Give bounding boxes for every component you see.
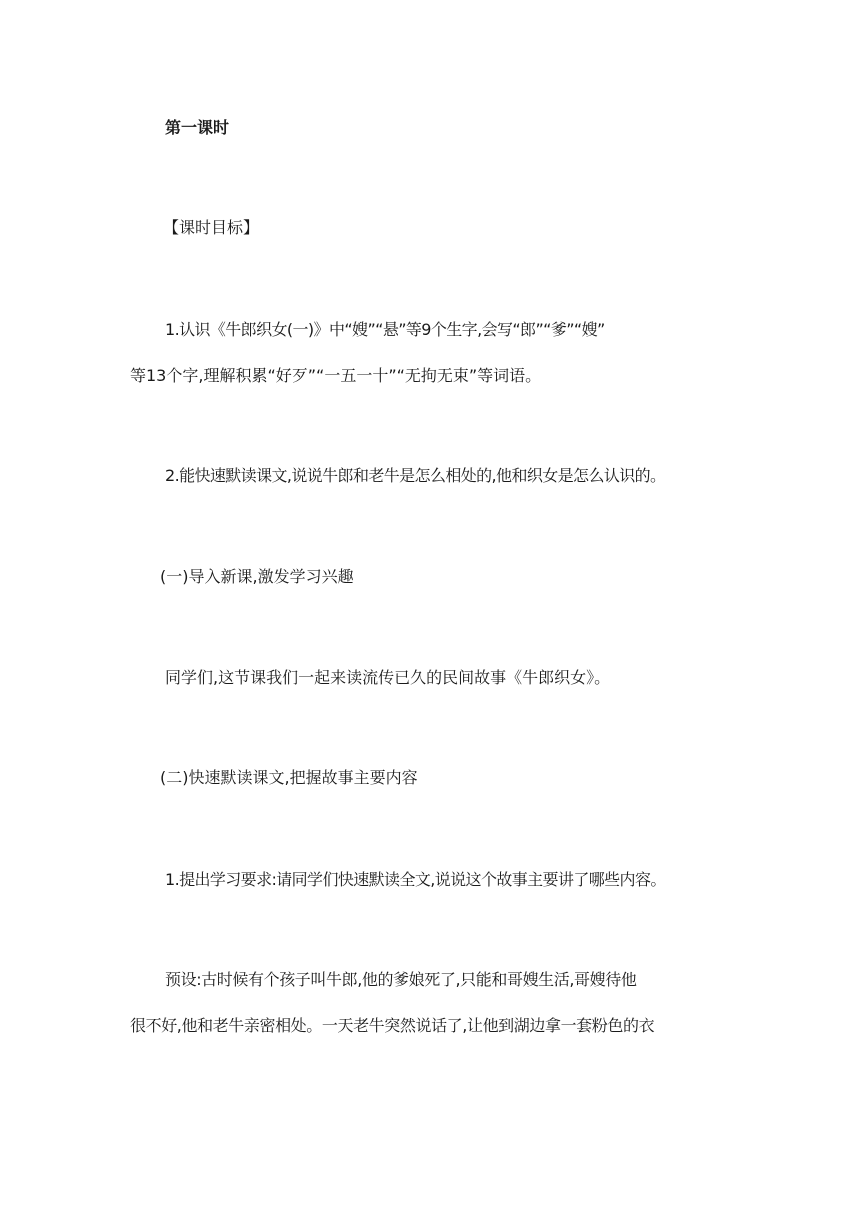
objectives-heading: 【课时目标】 — [163, 218, 260, 237]
section-1-heading: (一)导入新课,激发学习兴趣 — [160, 567, 354, 586]
preset-line-2: 很不好,他和老牛亲密相处。一天老牛突然说话了,让他到湖边拿一套粉色的衣 — [130, 1016, 655, 1035]
lesson-title: 第一课时 — [165, 118, 230, 137]
objective-1-line-2: 等13个字,理解积累“好歹”“一五一十”“无拘无束”等词语。 — [130, 366, 542, 385]
objective-1-line-1: 1.认识《牛郎织女(一)》中“嫂”“悬”等9个生字,会写“郎”“爹”“嫂” — [165, 320, 605, 339]
preset-line-1: 预设:古时候有个孩子叫牛郎,他的爹娘死了,只能和哥嫂生活,哥嫂待他 — [165, 970, 637, 989]
section-1-text: 同学们,这节课我们一起来读流传已久的民间故事《牛郎织女》。 — [165, 668, 611, 687]
section-2-item-1: 1.提出学习要求:请同学们快速默读全文,说说这个故事主要讲了哪些内容。 — [165, 870, 666, 889]
objective-2: 2.能快速默读课文,说说牛郎和老牛是怎么相处的,他和织女是怎么认识的。 — [165, 466, 666, 485]
section-2-heading: (二)快速默读课文,把握故事主要内容 — [160, 768, 418, 787]
